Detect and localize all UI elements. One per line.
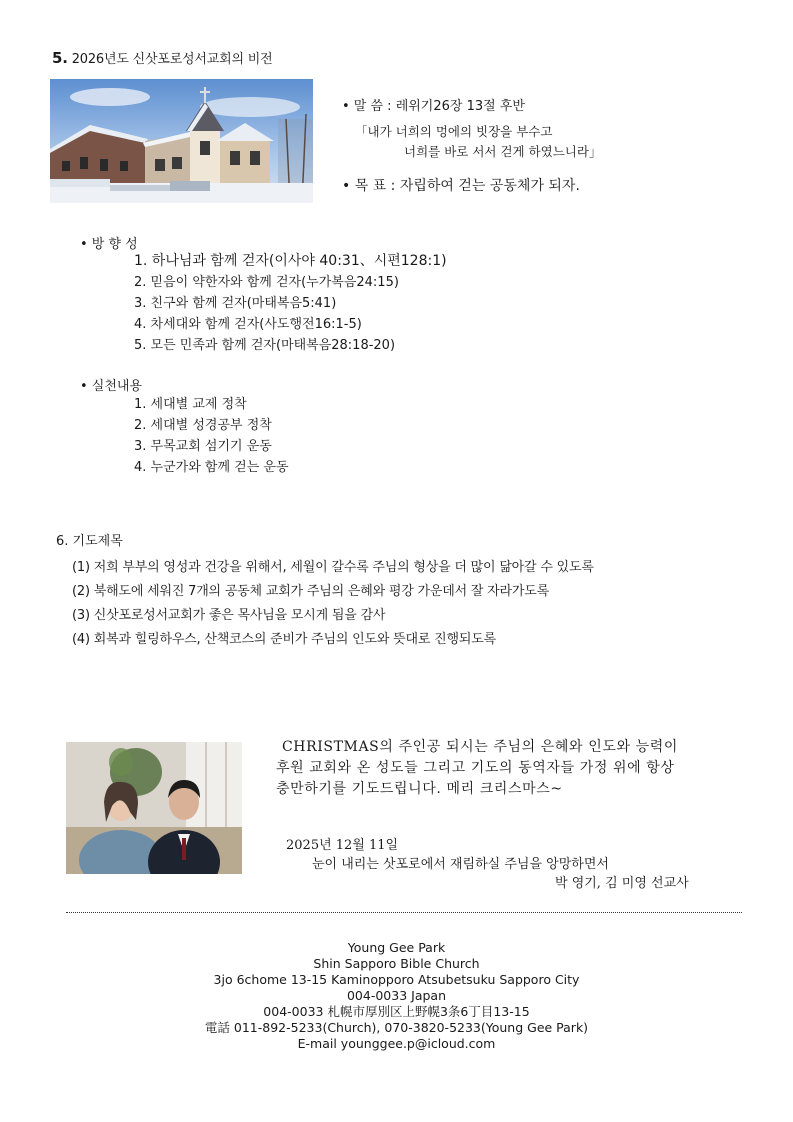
message-line-1: CHRISTMAS의 주인공 되시는 주님의 은혜와 인도와 능력이 <box>282 739 679 755</box>
footer-address-jp: 004-0033 札幌市厚別区上野幌3条6丁目13-15 <box>263 1004 530 1019</box>
list-item: 2. 믿음이 약한자와 함께 걷자(누가복음24:15) <box>134 275 399 290</box>
quote-line-1: 「내가 너희의 멍에의 빗장을 부수고 <box>355 124 553 139</box>
footer-address-en: 3jo 6chome 13-15 Kaminopporo Atsubetsuku Sapporo City <box>213 972 580 987</box>
church-photo <box>50 79 313 203</box>
prayer-item: (3) 신삿포로성서교회가 좋은 목사님을 모시게 됨을 감사 <box>72 608 386 623</box>
footer-postal: 004-0033 Japan <box>346 988 447 1003</box>
list-item: 1. 세대별 교제 정착 <box>134 397 247 412</box>
footer-name: Young Gee Park <box>347 940 446 955</box>
footer-church: Shin Sapporo Bible Church <box>313 956 480 971</box>
practice-heading: • 실천내용 <box>80 379 143 394</box>
direction-heading: • 방 향 성 <box>80 237 138 252</box>
contact-footer <box>0 940 793 1052</box>
word-line: • 말 씀 : 레위기26장 13절 후반 <box>342 99 525 114</box>
section-5-heading: 2026년도 신삿포로성서교회의 비전 <box>71 52 273 67</box>
quote-line-2: 너희를 바로 서서 걷게 하였느니라」 <box>404 144 602 159</box>
prayer-title: 6. 기도제목 <box>56 534 123 549</box>
goal-line: • 목 표 : 자립하여 걷는 공동체가 되자. <box>342 178 580 194</box>
list-item: 3. 친구와 함께 걷자(마태복음5:41) <box>134 296 337 311</box>
footer-email[interactable]: E-mail younggee.p@icloud.com <box>297 1036 496 1051</box>
message-date: 2025년 12월 11일 <box>286 838 399 853</box>
message-line-3: 충만하기를 기도드립니다. 메리 크리스마스~ <box>276 781 563 797</box>
prayer-item: (2) 북해도에 세워진 7개의 공동체 교회가 주님의 은혜와 평강 가운데서 잘 자라가도록 <box>72 584 549 599</box>
footer-phone: 電話 011-892-5233(Church), 070-3820-5233(Young Gee Park) <box>204 1020 589 1035</box>
divider <box>66 912 742 913</box>
christmas-message <box>276 737 678 800</box>
list-item: 2. 세대별 성경공부 정착 <box>134 418 272 433</box>
list-item: 4. 차세대와 함께 걷자(사도행전16:1-5) <box>134 317 362 332</box>
missionary-couple-photo <box>66 742 242 874</box>
message-line-2: 후원 교회와 온 성도들 그리고 기도의 동역자들 가정 위에 항상 <box>276 760 675 776</box>
list-item: 3. 무목교회 섬기기 운동 <box>134 439 272 454</box>
prayer-item: (4) 회복과 힐링하우스, 산책코스의 준비가 주님의 인도와 뜻대로 진행되도록 <box>72 632 496 647</box>
list-item: 4. 누군가와 함께 걷는 운동 <box>134 460 289 475</box>
prayer-item: (1) 저희 부부의 영성과 건강을 위해서, 세월이 갈수록 주님의 형상을 더 많이 닮아갈 수 있도록 <box>72 560 594 575</box>
list-item: 5. 모든 민족과 함께 걷자(마태복음28:18-20) <box>134 338 396 353</box>
list-item: 1. 하나님과 함께 걷자(이사야 40:31、시편128:1) <box>134 253 447 269</box>
section-5-title <box>52 48 273 67</box>
direction-list <box>134 251 447 356</box>
message-signature: 박 영기, 김 미영 선교사 <box>555 876 689 891</box>
message-closing: 눈이 내리는 삿포로에서 재림하실 주님을 앙망하면서 <box>312 857 609 872</box>
practice-list <box>134 394 289 478</box>
prayer-list <box>72 556 594 652</box>
section-5-number: 5. <box>52 49 68 67</box>
